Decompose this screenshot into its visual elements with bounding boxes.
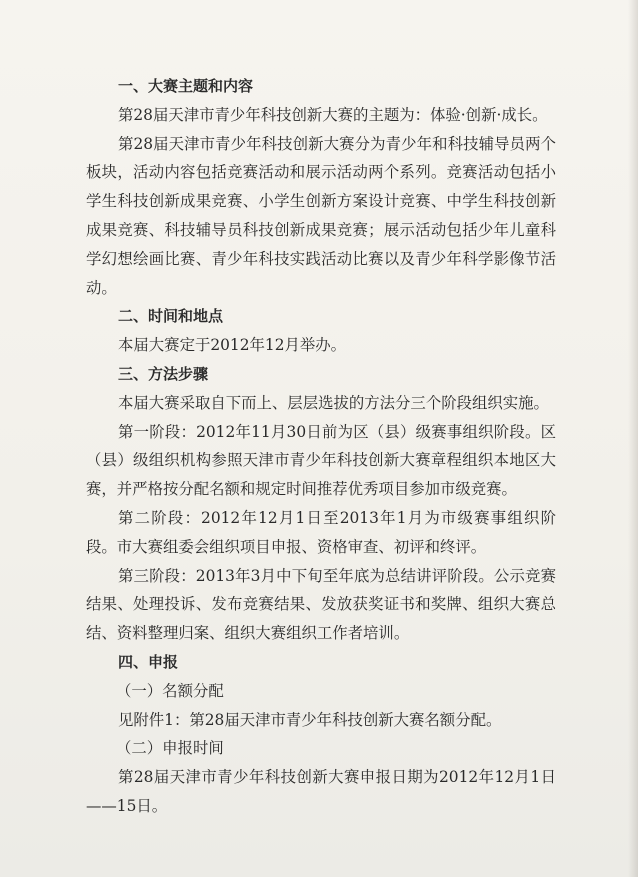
section-1-heading: 一、大赛主题和内容 <box>118 77 254 95</box>
section-2-heading: 二、时间和地点 <box>118 307 224 326</box>
section-4-heading: 四、申报 <box>118 652 179 671</box>
section-3-paragraph-4: 第三阶段：2013年3月中下旬至年底为总结讲评阶段。公示竞赛结果、处理投诉、发布竞赛结果、发放获奖证书和奖牌、组织大赛总结、资料整理归案、组织大赛组织工作者培训。 <box>86 566 556 643</box>
section-4-paragraph-1: 见附件1：第28届天津市青少年科技创新大赛名额分配。 <box>118 710 502 729</box>
section-2-paragraph-1: 本届大赛定于2012年12月举办。 <box>118 336 347 355</box>
section-1-paragraph-2: 第28届天津市青少年科技创新大赛分为青少年和科技辅导员两个板块，活动内容包括竞赛活动和展示活动两个系列。竞赛活动包括小学生科技创新成果竞赛、小学生创新方案设计竞赛、中学生科技创新成果竞赛、科技辅导员科技创新成果竞赛；展示活动包括少年儿童科学幻想绘画比赛、青少年科技实践活动比赛以及青少年科学影像节活动。 <box>86 134 556 297</box>
section-4-paragraph-2: 第28届天津市青少年科技创新大赛申报日期为2012年12月1日——15日。 <box>86 768 556 815</box>
section-3-paragraph-1: 本届大赛采取自下而上、层层选拔的方法分三个阶段组织实施。 <box>118 393 549 412</box>
section-3-paragraph-2: 第一阶段：2012年11月30日前为区（县）级赛事组织阶段。区（县）级组织机构参照天津市青少年科技创新大赛章程组织本地区大赛，并严格按分配名额和规定时间推荐优秀项目参加市级竞赛。 <box>86 422 556 499</box>
section-3-paragraph-3: 第二阶段：2012年12月1日至2013年1月为市级赛事组织阶段。市大赛组委会组织项目申报、资格审查、初评和终评。 <box>86 508 556 556</box>
document-body <box>86 72 556 821</box>
page-edge-shadow <box>628 0 638 877</box>
section-1-paragraph-1: 第28届天津市青少年科技创新大赛的主题为：体验·创新·成长。 <box>118 105 548 124</box>
section-4-subheading-1: （一）名额分配 <box>116 681 224 700</box>
section-3-heading: 三、方法步骤 <box>118 364 209 383</box>
section-4-subheading-2: （二）申报时间 <box>116 739 224 758</box>
